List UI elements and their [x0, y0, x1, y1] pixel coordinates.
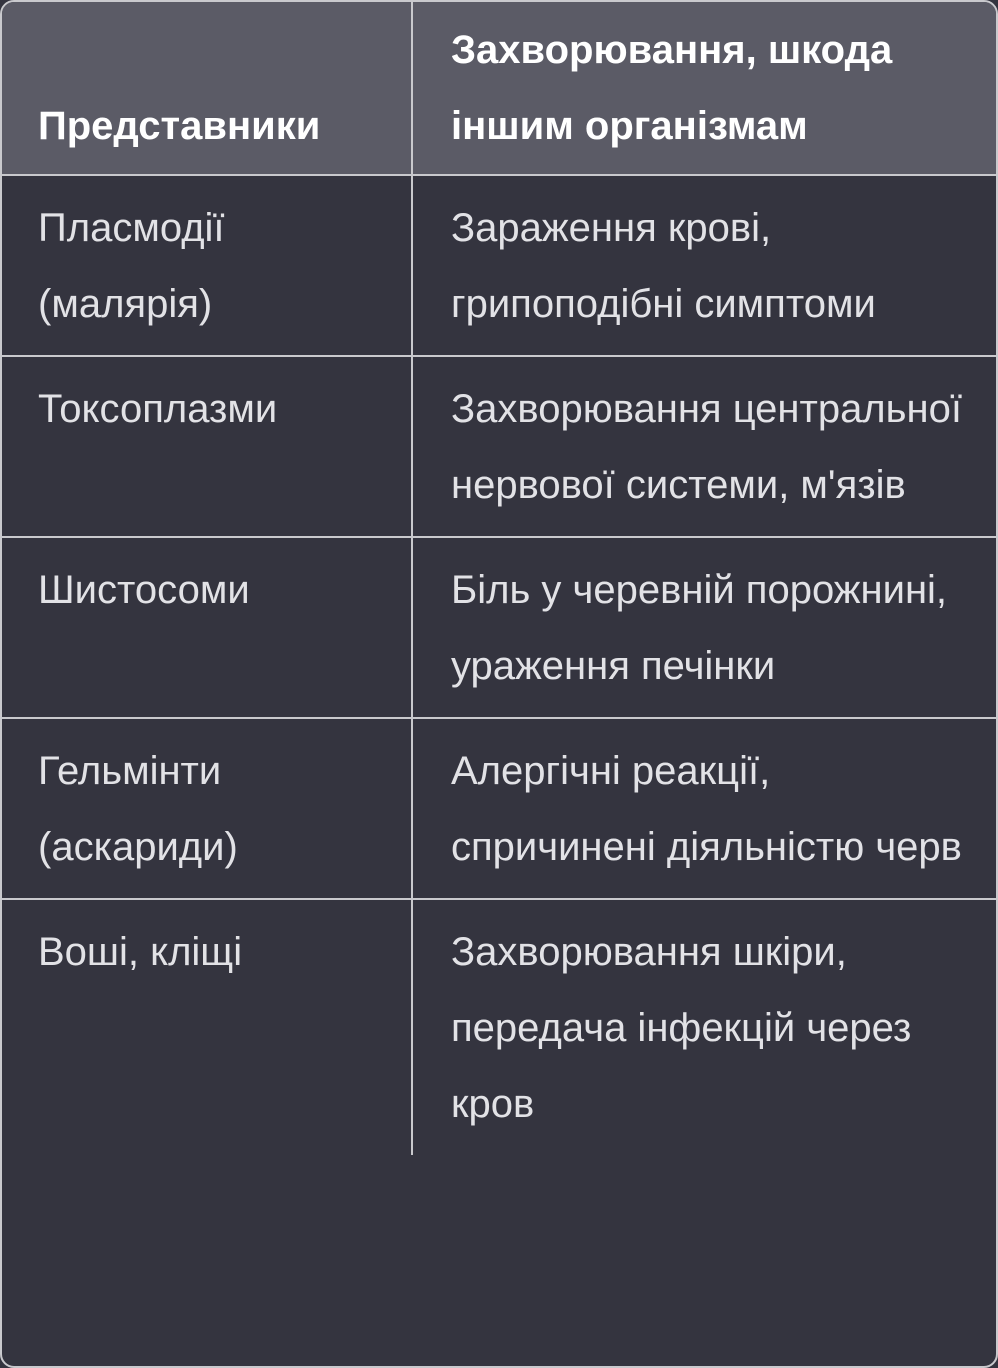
parasites-table	[2, 2, 996, 1155]
table-header-row	[2, 2, 996, 175]
cell-disease: Захворювання шкіри, передача інфекцій через кров	[412, 899, 996, 1155]
cell-representative: Гельмінти (аскариди)	[2, 718, 412, 899]
column-header-diseases: Захворювання, шкода іншим організмам	[412, 2, 996, 175]
cell-disease: Алергічні реакції, спричинені діяльністю черв	[412, 718, 996, 899]
cell-representative: Пласмодії (малярія)	[2, 175, 412, 356]
cell-representative: Воші, кліщі	[2, 899, 412, 1155]
table-row	[2, 356, 996, 537]
cell-disease: Захворювання центральної нервової системи, м'язів	[412, 356, 996, 537]
cell-representative: Токсоплазми	[2, 356, 412, 537]
table-row	[2, 899, 996, 1155]
cell-disease: Біль у черевній порожнині, ураження печінки	[412, 537, 996, 718]
cell-disease: Зараження крові, грипоподібні симптоми	[412, 175, 996, 356]
column-header-representatives: Представники	[2, 2, 412, 175]
table-row	[2, 537, 996, 718]
table-row	[2, 718, 996, 899]
table-row	[2, 175, 996, 356]
cell-representative: Шистосоми	[2, 537, 412, 718]
